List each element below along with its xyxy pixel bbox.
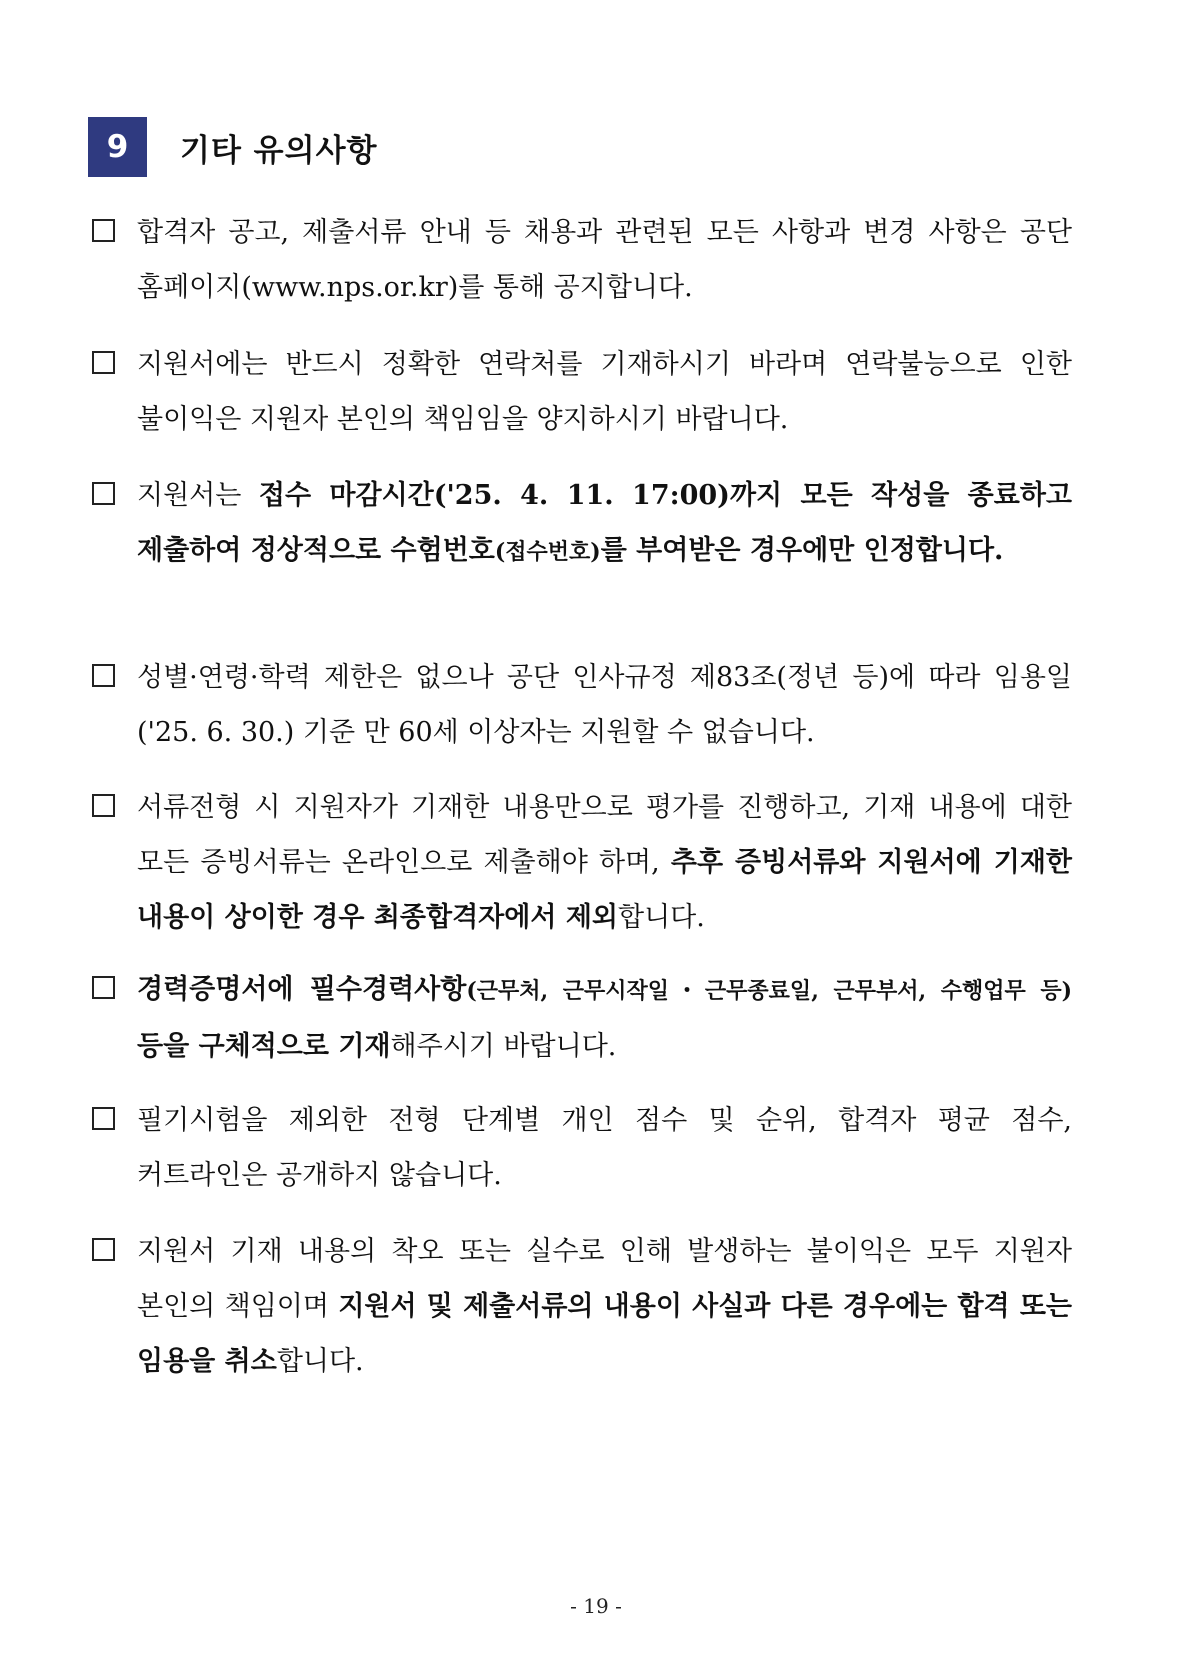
notice-text [137, 1093, 1072, 1203]
notice-item [92, 205, 1072, 315]
notice-emphasis-small: (근무처, 근무시작일・근무종료일, 근무부서, 수행업무 등) [466, 978, 1073, 1004]
notice-emphasis: 추후 증빙서류와 지원서에 기재한 내용이 상이한 경우 최종합격자에서 제외 [137, 847, 1072, 933]
checkbox-square-icon [92, 219, 115, 242]
notice-text [137, 650, 1072, 760]
notice-item [92, 650, 1072, 760]
section-number-badge: 9 [88, 117, 147, 177]
notice-segment: 합니다. [618, 902, 705, 933]
notice-item [92, 1224, 1072, 1389]
notice-emphasis: 접수 마감시간('25. 4. 11. 17:00)까지 모든 작성을 종료하고 제출하여 정상적으로 수험번호 [137, 480, 1072, 566]
notice-item [92, 337, 1072, 447]
notice-item [92, 962, 1072, 1074]
notice-segment: 지원서 기재 내용의 착오 또는 실수로 인해 발생하는 불이익은 모두 지원자 본인의 책임이며 [137, 1236, 1072, 1322]
notice-segment: 합니다. [276, 1346, 364, 1377]
notice-text [137, 468, 1072, 580]
checkbox-square-icon [92, 1107, 115, 1130]
checkbox-square-icon [92, 1238, 115, 1261]
notice-item [92, 468, 1072, 580]
notice-segment: 필기시험을 제외한 전형 단계별 개인 점수 및 순위, 합격자 평균 점수, 커트라인은 공개하지 않습니다. [137, 1105, 1072, 1191]
notice-text [137, 337, 1072, 447]
notice-emphasis: 지원서 및 제출서류의 내용이 사실과 다른 경우에는 합격 또는 임용을 취소 [137, 1291, 1072, 1377]
checkbox-square-icon [92, 976, 115, 999]
checkbox-square-icon [92, 351, 115, 374]
notice-text [137, 1224, 1072, 1389]
section-title: 기타 유의사항 [180, 132, 378, 169]
notice-emphasis: 경력증명서에 필수경력사항 [137, 974, 467, 1005]
notice-item [92, 1093, 1072, 1203]
notice-emphasis: 를 부여받은 경우에만 인정합니다. [600, 535, 1004, 566]
notice-emphasis: 등을 구체적으로 기재 [137, 1031, 391, 1062]
checkbox-square-icon [92, 794, 115, 817]
notice-text [137, 780, 1072, 945]
notice-text [137, 962, 1072, 1074]
notice-emphasis-small: (접수번호) [494, 539, 601, 565]
page-number: - 19 - [570, 1594, 622, 1618]
notice-segment: 합격자 공고, 제출서류 안내 등 채용과 관련된 모든 사항과 변경 사항은 공단 홈페이지(www.nps.or.kr)를 통해 공지합니다. [137, 217, 1072, 303]
notice-segment: 해주시기 바랍니다. [390, 1031, 617, 1062]
notice-segment: 성별·연령·학력 제한은 없으나 공단 인사규정 제83조(정년 등)에 따라 임용일('25. 6. 30.) 기준 만 60세 이상자는 지원할 수 없습니다. [137, 662, 1072, 748]
section-heading [88, 117, 377, 177]
checkbox-square-icon [92, 482, 115, 505]
notice-text [137, 205, 1072, 315]
checkbox-square-icon [92, 664, 115, 687]
notice-segment: 지원서는 [137, 480, 259, 511]
notice-segment: 지원서에는 반드시 정확한 연락처를 기재하시기 바라며 연락불능으로 인한 불이익은 지원자 본인의 책임임을 양지하시기 바랍니다. [137, 349, 1072, 435]
notice-item [92, 780, 1072, 945]
notice-segment: 서류전형 시 지원자가 기재한 내용만으로 평가를 진행하고, 기재 내용에 대한 모든 증빙서류는 온라인으로 제출해야 하며, [137, 792, 1072, 878]
